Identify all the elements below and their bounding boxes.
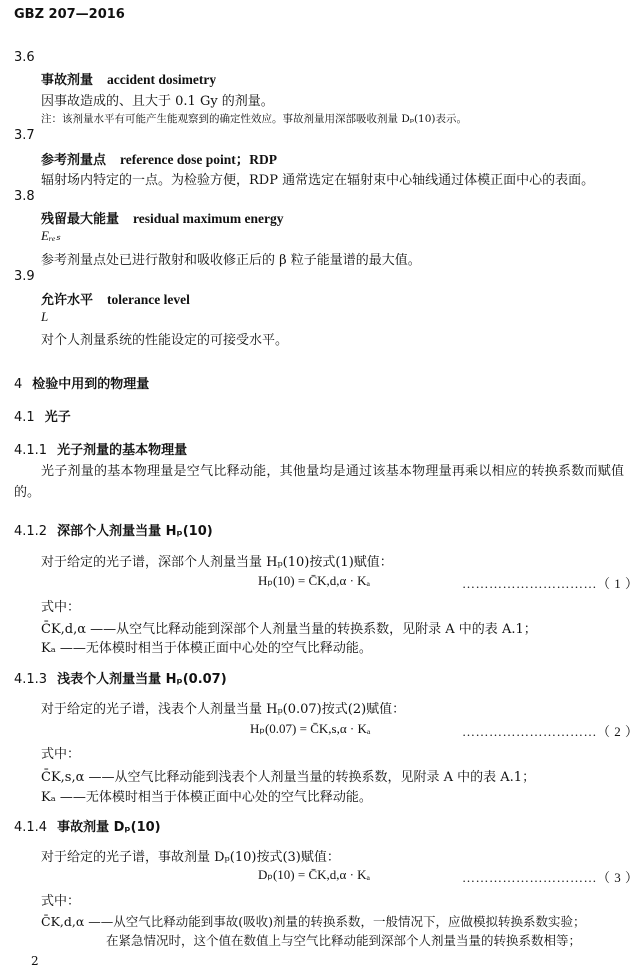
heading-4-1-3 [14,668,227,687]
section-number-3-8: 3.8 [14,189,35,204]
definition-3-8: 参考剂量点处已进行散射和吸收修正后的 β 粒子能量谱的最大值。 [41,253,421,268]
section-number-3-9: 3.9 [14,269,35,284]
term-zh: 残留最大能量 [41,212,120,227]
heading-number: 4.1.2 [14,524,48,539]
heading-title: 检验中用到的物理量 [32,377,150,392]
document-header: GBZ 207—2016 [14,7,125,22]
term-zh: 事故剂量 [41,73,94,88]
term-residual-maximum-energy [41,208,284,227]
heading-number: 4.1.4 [14,820,48,835]
note-3-6: 注：该剂量水平有可能产生能观察到的确定性效应。事故剂量用深部吸收剂量 Dₚ(10)表示。 [41,113,468,125]
heading-title: 深部个人剂量当量 Hₚ(10) [57,524,213,539]
definition-3-9: 对个人剂量系统的性能设定的可接受水平。 [41,333,289,348]
term-tolerance-level [41,289,190,308]
definition-c-k-d: C̄K,d,α ——从空气比释动能到深部个人剂量当量的转换系数，见附录 A 中的表 A.1； [41,622,537,637]
definition-k-a: Kₐ ——无体模时相当于体模正面中心处的空气比释动能。 [41,641,372,656]
term-en: tolerance level [107,292,190,307]
heading-title: 光子剂量的基本物理量 [57,443,188,458]
paragraph-4-1-1: 光子剂量的基本物理量是空气比释动能，其他量均是通过该基本物理量再乘以相应的转换系数而赋值的。 [14,464,624,500]
heading-number: 4.1.3 [14,672,48,687]
definition-c-k-d-accident: C̄K,d,α ——从空气比释动能到事故(吸收)剂量的转换系数，一般情况下，应做模拟转换系数实验； [41,914,586,929]
where-label: 式中： [41,600,81,615]
formula-number-1: …………………………（ 1 ） [462,576,639,591]
term-zh: 允许水平 [41,293,94,308]
where-label: 式中： [41,894,81,909]
heading-number: 4.1.1 [14,443,48,458]
definition-3-7: 辐射场内特定的一点。为检验方便，RDP 通常选定在辐射束中心轴线通过体模正面中心的表面。 [41,173,595,188]
heading-4-1-1 [14,439,187,458]
term-en: accident dosimetry [107,72,217,87]
heading-title: 光子 [44,410,71,425]
symbol-e-res: Eᵣₑₛ [41,228,61,243]
heading-title: 浅表个人剂量当量 Hₚ(0.07) [57,672,227,687]
intro-4-1-4: 对于给定的光子谱，事故剂量 Dₚ(10)按式(3)赋值： [41,850,340,865]
heading-4 [14,373,149,392]
formula-2: Hₚ(0.07) = C̄K,s,α · Kₐ [250,721,371,736]
formula-3: Dₚ(10) = C̄K,d,α · Kₐ [258,867,371,882]
definition-k-a: Kₐ ——无体模时相当于体模正面中心处的空气比释动能。 [41,790,372,805]
intro-4-1-3: 对于给定的光子谱，浅表个人剂量当量 Hₚ(0.07)按式(2)赋值： [41,702,406,717]
intro-4-1-2: 对于给定的光子谱，深部个人剂量当量 Hₚ(10)按式(1)赋值： [41,555,393,570]
formula-number-2: …………………………（ 2 ） [462,724,639,739]
formula-number-3: …………………………（ 3 ） [462,870,639,885]
heading-4-1-2 [14,520,213,539]
term-reference-dose-point [41,148,277,168]
term-accident-dosimetry [41,69,216,88]
symbol-l: L [41,309,49,324]
term-en: residual maximum energy [133,211,284,226]
heading-number: 4 [14,377,23,392]
definition-c-k-s: C̄K,s,α ——从空气比释动能到浅表个人剂量当量的转换系数，见附录 A 中的表 A.1； [41,770,536,785]
term-zh: 参考剂量点 [41,153,107,168]
section-number-3-7: 3.7 [14,128,35,143]
definition-c-k-d-accident-cont: 在紧急情况时，这个值在数值上与空气比释动能到深部个人剂量当量的转换系数相等； [106,933,582,948]
definition-3-6: 因事故造成的、且大于 0.1 Gy 的剂量。 [41,94,274,109]
section-number-3-6: 3.6 [14,50,35,65]
heading-4-1 [14,406,71,425]
term-en: reference dose point；RDP [120,152,277,167]
where-label: 式中： [41,747,81,762]
heading-title: 事故剂量 Dₚ(10) [57,820,161,835]
formula-1: Hₚ(10) = C̄K,d,α · Kₐ [258,573,371,588]
heading-number: 4.1 [14,410,35,425]
heading-4-1-4 [14,816,161,835]
page-number: 2 [31,954,39,968]
